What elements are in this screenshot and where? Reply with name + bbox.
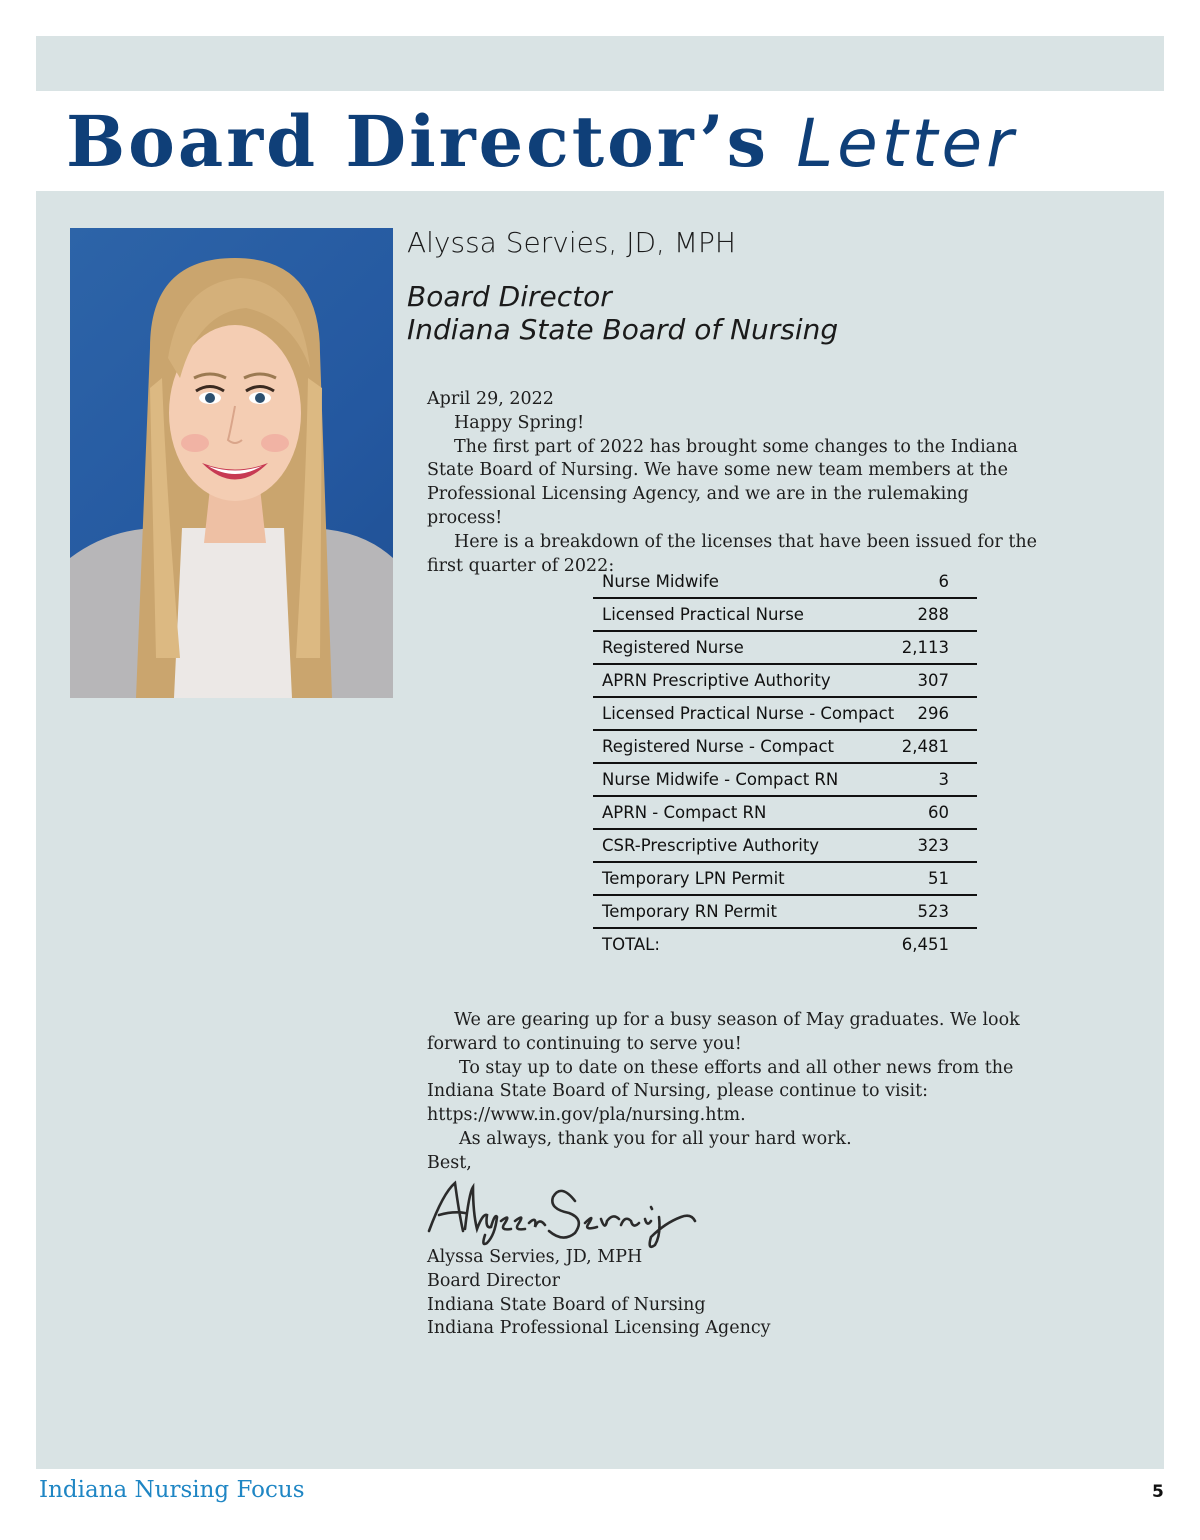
page-title [66,100,1017,184]
letter-paragraph-5: As always, thank you for all your hard work. [459,1128,852,1149]
license-row [593,665,977,698]
license-row [593,698,977,731]
license-row [593,632,977,665]
license-count: 523 [917,902,949,921]
license-row [593,830,977,863]
director-role: Board Director [407,280,612,313]
license-type: Temporary RN Permit [602,902,777,921]
title-bold: Board Director’s [66,100,769,183]
license-count: 288 [917,605,949,624]
letter-date: April 29, 2022 [427,389,554,409]
license-row [593,599,977,632]
license-type: Nurse Midwife - Compact RN [602,770,839,789]
license-count: 296 [917,704,949,723]
letter-intro [427,388,1047,578]
license-type: APRN Prescriptive Authority [602,671,831,690]
letter-body [427,1009,1067,1176]
license-count: 3 [938,770,949,789]
license-type: Temporary LPN Permit [602,869,785,888]
director-portrait-illustration [70,228,393,698]
top-band [36,36,1164,91]
letter-paragraph-2: Here is a breakdown of the licenses that have been issued for the first quarter of 2022: [427,531,1037,576]
director-org: Indiana State Board of Nursing [407,313,839,346]
total-label: TOTAL: [602,935,660,954]
license-row [593,764,977,797]
page-number: 5 [1152,1482,1164,1502]
license-type: APRN - Compact RN [602,803,767,822]
total-value: 6,451 [901,935,949,954]
letter-paragraph-3: We are gearing up for a busy season of May graduates. We look forward to continuing to serve you! [427,1010,1020,1054]
license-row [593,731,977,764]
signer-org: Indiana State Board of Nursing [427,1294,706,1315]
letter-closing: Best, [427,1152,472,1173]
title-script: Letter [796,105,1018,182]
license-row [593,863,977,896]
letter-greeting: Happy Spring! [454,412,585,433]
signature-block [427,1246,1067,1341]
license-total-row [593,929,977,960]
license-count: 2,481 [901,737,949,756]
license-count: 307 [917,671,949,690]
publication-name: Indiana Nursing Focus [39,1477,305,1503]
signer-agency: Indiana Professional Licensing Agency [427,1318,771,1339]
signer-name: Alyssa Servies, JD, MPH [427,1247,643,1267]
license-type: Registered Nurse - Compact [602,737,835,756]
director-photo [70,228,393,698]
license-type: Registered Nurse [602,638,744,657]
handwritten-signature [425,1173,705,1251]
license-row [593,797,977,830]
signer-role: Board Director [427,1270,561,1291]
license-count: 51 [928,869,949,888]
license-type: Nurse Midwife [602,572,719,591]
director-name-heading: Alyssa Servies, JD, MPH [407,226,736,259]
license-count: 2,113 [901,638,949,657]
director-role-heading [407,280,838,346]
license-type: Licensed Practical Nurse - Compact [602,704,895,723]
license-row [593,896,977,929]
letter-paragraph-4: To stay up to date on these efforts and all other news from the Indiana State Board of Nursing, please continue to visit: https://www.in.gov/pla/nursing.htm. [427,1057,1014,1126]
license-type: Licensed Practical Nurse [602,605,804,624]
letter-paragraph-1: The first part of 2022 has brought some changes to the Indiana State Board of Nursing. We have some new team members at the Professional Licensing Agency, and we are in the rulemaking process! [427,436,1018,528]
license-count: 6 [938,572,949,591]
license-type: CSR-Prescriptive Authority [602,836,820,855]
license-table [593,566,977,960]
license-count: 323 [917,836,949,855]
license-row [593,566,977,599]
license-count: 60 [928,803,949,822]
